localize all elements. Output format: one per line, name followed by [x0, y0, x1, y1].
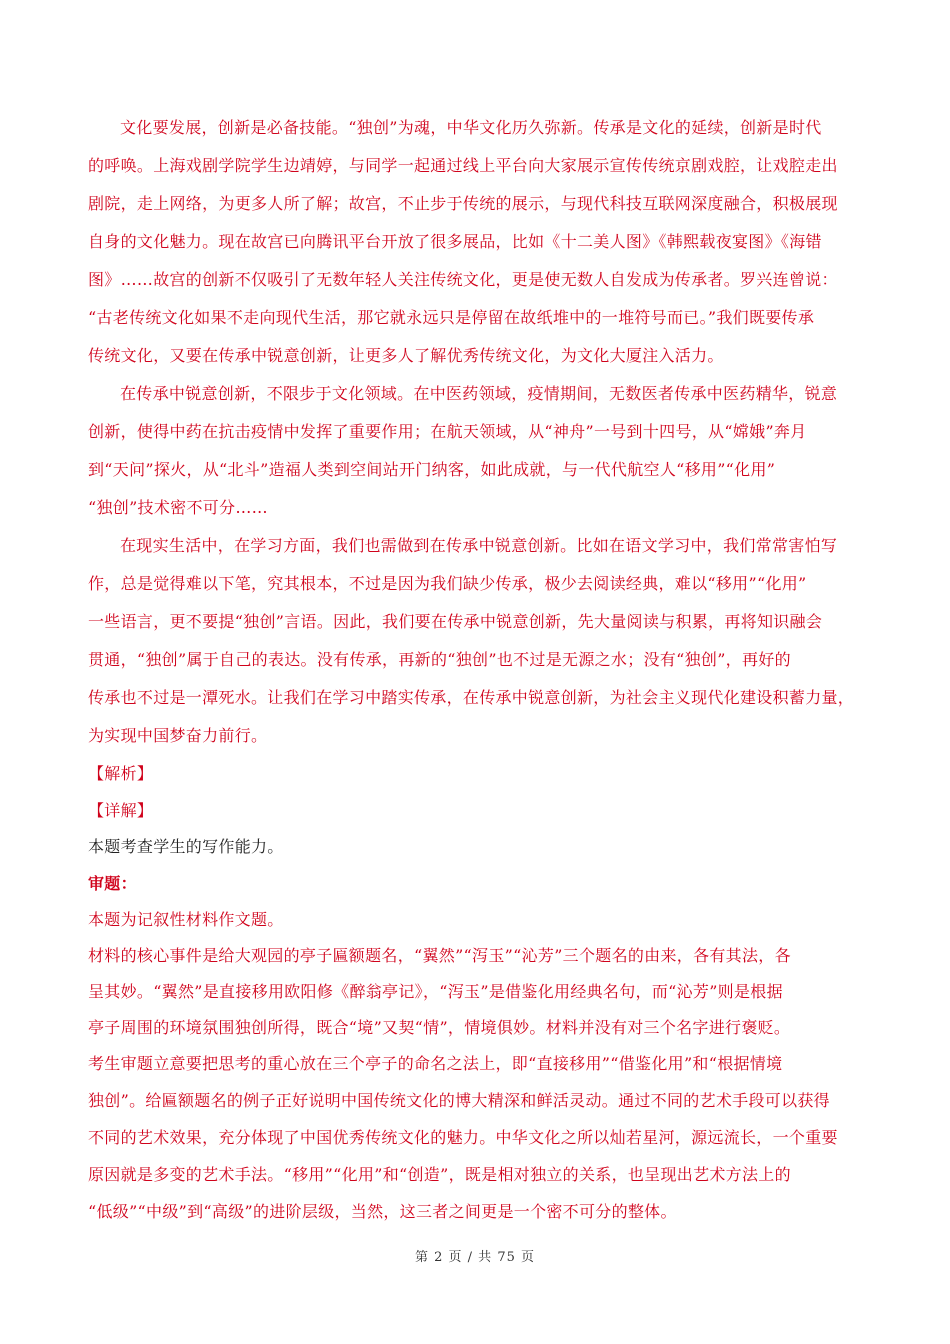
focus-line-3: 不同的艺术效果，充分体现了中国优秀传统文化的魅力。中华文化之所以灿若星河，源远流长，一个重要 [88, 1128, 838, 1147]
essay-p1-line-3: 剧院，走上网络，为更多人所了解；故宫，不止步于传统的展示，与现代科技互联网深度融合，积极展现 [88, 194, 838, 213]
essay-p1-line-5: 图》……故宫的创新不仅吸引了无数年轻人关注传统文化，更是使无数人自发成为传承者。罗兴连曾说： [88, 270, 838, 289]
essay-p2-line-3: 到“天问”探火，从“北斗”造福人类到空间站开门纳客，如此成就，与一代代航空人“移用”“化用” [88, 460, 776, 479]
page-number-footer: 第 2 页 / 共 75 页 [415, 1250, 535, 1265]
core-line-3: 亭子周围的环境氛围独创所得，既合“境”又契“情”，情境俱妙。材料并没有对三个名字进行褒贬。 [88, 1018, 791, 1037]
jiexi-heading: 【解析】 [88, 764, 154, 783]
essay-p2-line-2: 创新，使得中药在抗击疫情中发挥了重要作用；在航天领域，从“神舟”一号到十四号，从“嫦娥”奔月 [88, 422, 807, 441]
essay-p1-line-6: “古老传统文化如果不走向现代生活，那它就永远只是停留在故纸堆中的一堆符号而已。”我们既要传承 [88, 308, 815, 327]
focus-line-5: “低级”“中级”到“高级”的进阶层级，当然，这三者之间更是一个密不可分的整体。 [88, 1202, 677, 1221]
focus-line-1: 考生审题立意要把思考的重心放在三个亭子的命名之法上，即“直接移用”“借鉴化用”和“根据情境 [88, 1054, 783, 1073]
essay-p3-line-4: 贯通，“独创”属于自己的表达。没有传承，再新的“独创”也不过是无源之水；没有“独创”，再好的 [88, 650, 791, 669]
core-line-2: 呈其妙。“翼然”是直接移用欧阳修《醉翁亭记》，“泻玉”是借鉴化用经典名句，而“沁芳”则是根据 [88, 982, 783, 1001]
essay-p3-line-3: 一些语言，更不要提“独创”言语。因此，我们要在传承中锐意创新，先大量阅读与积累，再将知识融会 [88, 612, 823, 631]
focus-line-4: 原因就是多变的艺术手法。“移用”“化用”和“创造”，既是相对独立的关系，也呈现出艺术方法上的 [88, 1165, 791, 1184]
essay-p1-line-2: 的呼唤。上海戏剧学院学生边靖婷，与同学一起通过线上平台向大家展示宣传传统京剧戏腔，让戏腔走出 [88, 156, 838, 175]
analysis-intro: 本题考查学生的写作能力。 [88, 837, 284, 856]
essay-p2-line-4: “独创”技术密不可分…… [88, 498, 268, 517]
essay-p3-line-1: 在现实生活中，在学习方面，我们也需做到在传承中锐意创新。比如在语文学习中，我们常常害怕写 [120, 536, 838, 555]
essay-p1-line-7: 传统文化，又要在传承中锐意创新，让更多人了解优秀传统文化，为文化大厦注入活力。 [88, 346, 724, 365]
essay-p2-line-1: 在传承中锐意创新，不限步于文化领域。在中医药领域，疫情期间，无数医者传承中医药精华，锐意 [120, 384, 838, 403]
material-type: 本题为记叙性材料作文题。 [88, 910, 284, 929]
essay-p1-line-1: 文化要发展，创新是必备技能。“独创”为魂，中华文化历久弥新。传承是文化的延续，创新是时代 [120, 118, 822, 137]
essay-p3-line-2: 作，总是觉得难以下笔，究其根本，不过是因为我们缺少传承，极少去阅读经典，难以“移用”“化用” [88, 574, 807, 593]
xiangjie-heading: 【详解】 [88, 801, 154, 820]
focus-line-2: 独创”。给匾额题名的例子正好说明中国传统文化的博大精深和鲜活灵动。通过不同的艺术手段可以获得 [88, 1091, 830, 1110]
essay-p3-line-5: 传承也不过是一潭死水。让我们在学习中踏实传承，在传承中锐意创新，为社会主义现代化建设积蓄力量， [88, 688, 855, 707]
essay-p3-line-6: 为实现中国梦奋力前行。 [88, 726, 268, 745]
core-line-1: 材料的核心事件是给大观园的亭子匾额题名，“翼然”“泻玉”“沁芳”三个题名的由来，各有其法，各 [88, 946, 791, 965]
essay-p1-line-4: 自身的文化魅力。现在故宫已向腾讯平台开放了很多展品，比如《十二美人图》《韩熙载夜宴图》《海错 [88, 232, 822, 251]
shenti-label: 审题： [88, 874, 137, 893]
